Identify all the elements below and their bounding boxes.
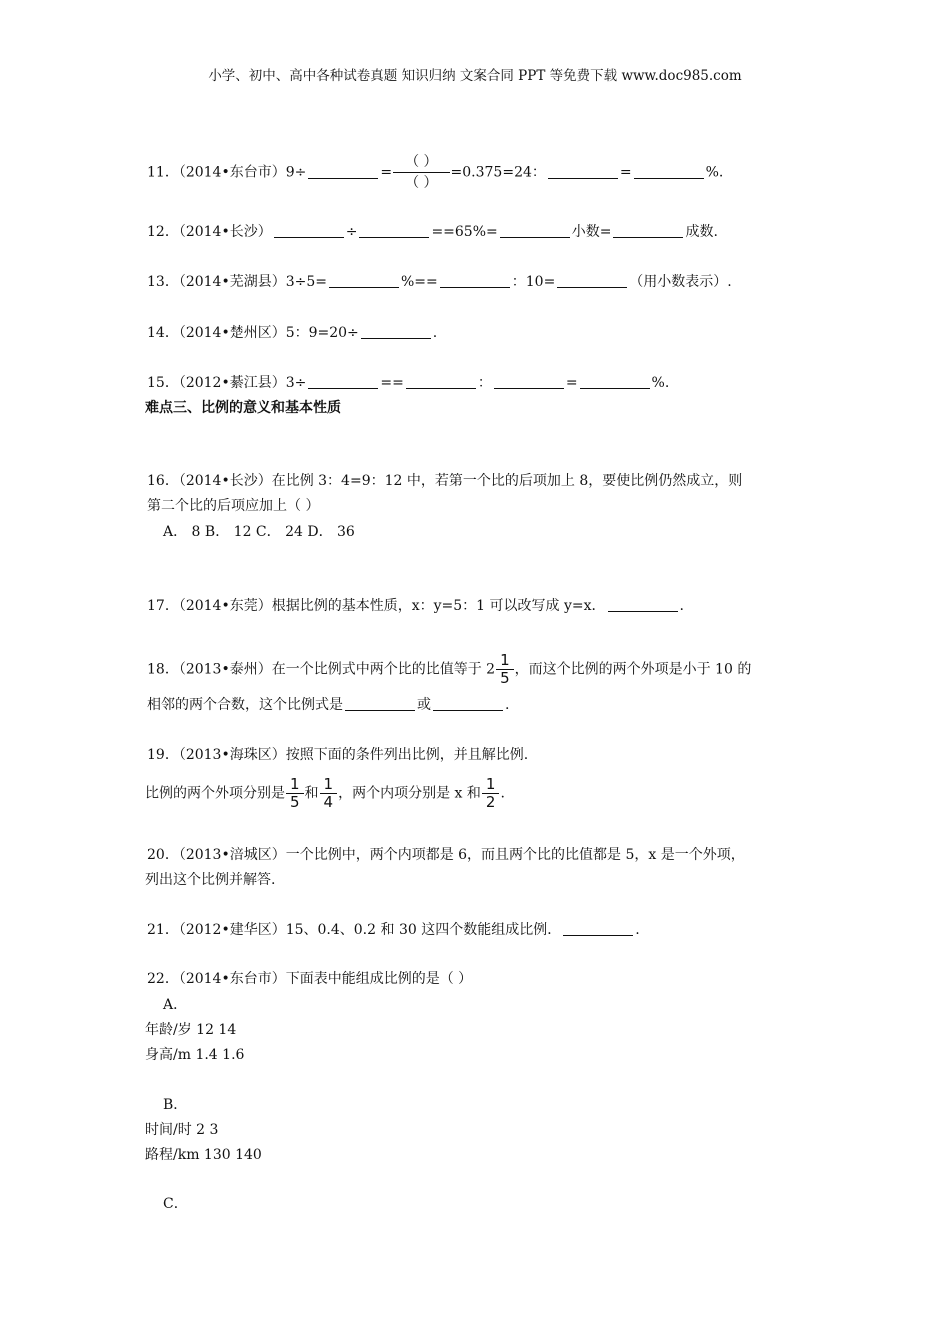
question-19-line-2: 比例的两个外项分别是 $\frac{1}{5}$ 和 $\frac{1}{4}$ ，两个内项分别是 x 和 $\frac{1}{2}$ . bbox=[145, 775, 505, 811]
q21-blank-1 bbox=[563, 921, 633, 936]
q12-blank-1 bbox=[274, 223, 344, 238]
question-18-line-2: 相邻的两个合数，这个比例式是 或 . bbox=[147, 697, 510, 713]
q22-option-a-label: A． bbox=[163, 997, 188, 1013]
q22-option-b-row-1: 时间/时 2 3 bbox=[145, 1122, 219, 1138]
q22-option-a-row-2: 身高/m 1.4 1.6 bbox=[145, 1047, 245, 1063]
q19-fraction-2: $\frac{1}{4}$ bbox=[320, 776, 338, 811]
q11-prefix: 11．（2014•东台市）9÷ bbox=[147, 164, 307, 181]
q18-blank-2 bbox=[433, 696, 503, 711]
question-16-line-2: 第二个比的后项应加上（ ） bbox=[147, 498, 320, 514]
q22-option-b-label: B． bbox=[163, 1097, 188, 1113]
q11-blank-1 bbox=[308, 164, 378, 179]
q22-option-c-label: C． bbox=[163, 1196, 188, 1212]
question-11: 11．（2014•东台市）9÷ = $\frac{( )}{( )}$ =0.375=24： = %. bbox=[147, 154, 724, 191]
q19-fraction-3: $\frac{1}{2}$ bbox=[482, 776, 500, 811]
question-21: 21．（2012•建华区）15、0.4、0.2 和 30 这四个数能组成比例． . bbox=[147, 922, 640, 938]
section-heading: 难点三、比例的意义和基本性质 bbox=[145, 400, 341, 416]
question-17: 17．（2014•东莞）根据比例的基本性质，x：y=5：1 可以改写成 y=x． . bbox=[147, 598, 684, 614]
q13-blank-1 bbox=[329, 273, 399, 288]
question-13: 13．（2014•芜湖县）3÷5= %== ：10= （用小数表示）. bbox=[147, 274, 732, 290]
question-20-line-2: 列出这个比例并解答. bbox=[145, 872, 276, 888]
q15-blank-4 bbox=[580, 374, 650, 389]
q11-blank-3 bbox=[634, 164, 704, 179]
q15-blank-1 bbox=[308, 374, 378, 389]
question-16-line-1: 16．（2014•长沙）在比例 3：4=9：12 中，若第一个比的后项加上 8，要使比例仍然成立，则 bbox=[147, 473, 743, 489]
q13-blank-2 bbox=[440, 273, 510, 288]
q18-fraction: $\frac{1}{5}$ bbox=[496, 652, 514, 687]
q17-blank-1 bbox=[608, 597, 678, 612]
question-20-line-1: 20．（2013•涪城区）一个比例中，两个内项都是 6，而且两个比的比值都是 5，x 是一个外项， bbox=[147, 847, 745, 863]
q12-blank-3 bbox=[500, 223, 570, 238]
question-19-line-1: 19．（2013•海珠区）按照下面的条件列出比例，并且解比例. bbox=[147, 747, 529, 763]
q12-blank-4 bbox=[613, 223, 683, 238]
question-16-options: A． 8 B． 12 C． 24 D． 36 bbox=[163, 524, 355, 540]
question-14: 14．（2014•楚州区）5：9=20÷ . bbox=[147, 325, 438, 341]
q22-option-a-row-1: 年龄/岁 12 14 bbox=[145, 1022, 237, 1038]
q22-option-b-row-2: 路程/km 130 140 bbox=[145, 1147, 262, 1163]
question-22-stem: 22．（2014•东台市）下面表中能组成比例的是（ ） bbox=[147, 971, 473, 987]
question-18-line-1: 18．（2013•泰州）在一个比例式中两个比的比值等于 2 $\frac{1}{5}$ ，而这个比例的两个外项是小于 10 的 bbox=[147, 651, 752, 687]
q13-blank-3 bbox=[557, 273, 627, 288]
page-header: 小学、初中、高中各种试卷真题 知识归纳 文案合同 PPT 等免费下载 www.doc985.com bbox=[208, 68, 742, 84]
q19-fraction-1: $\frac{1}{5}$ bbox=[286, 776, 304, 811]
q18-blank-1 bbox=[345, 696, 415, 711]
question-15: 15．（2012•綦江县）3÷ == ： = %. bbox=[147, 375, 670, 391]
q14-blank-1 bbox=[361, 324, 431, 339]
q11-blank-2 bbox=[548, 164, 618, 179]
q15-blank-3 bbox=[494, 374, 564, 389]
q12-blank-2 bbox=[359, 223, 429, 238]
question-12: 12．（2014•长沙） ÷ ==65%= 小数= 成数. bbox=[147, 224, 718, 240]
q15-blank-2 bbox=[406, 374, 476, 389]
q11-fraction: $\frac{( )}{( )}$ bbox=[393, 152, 449, 193]
